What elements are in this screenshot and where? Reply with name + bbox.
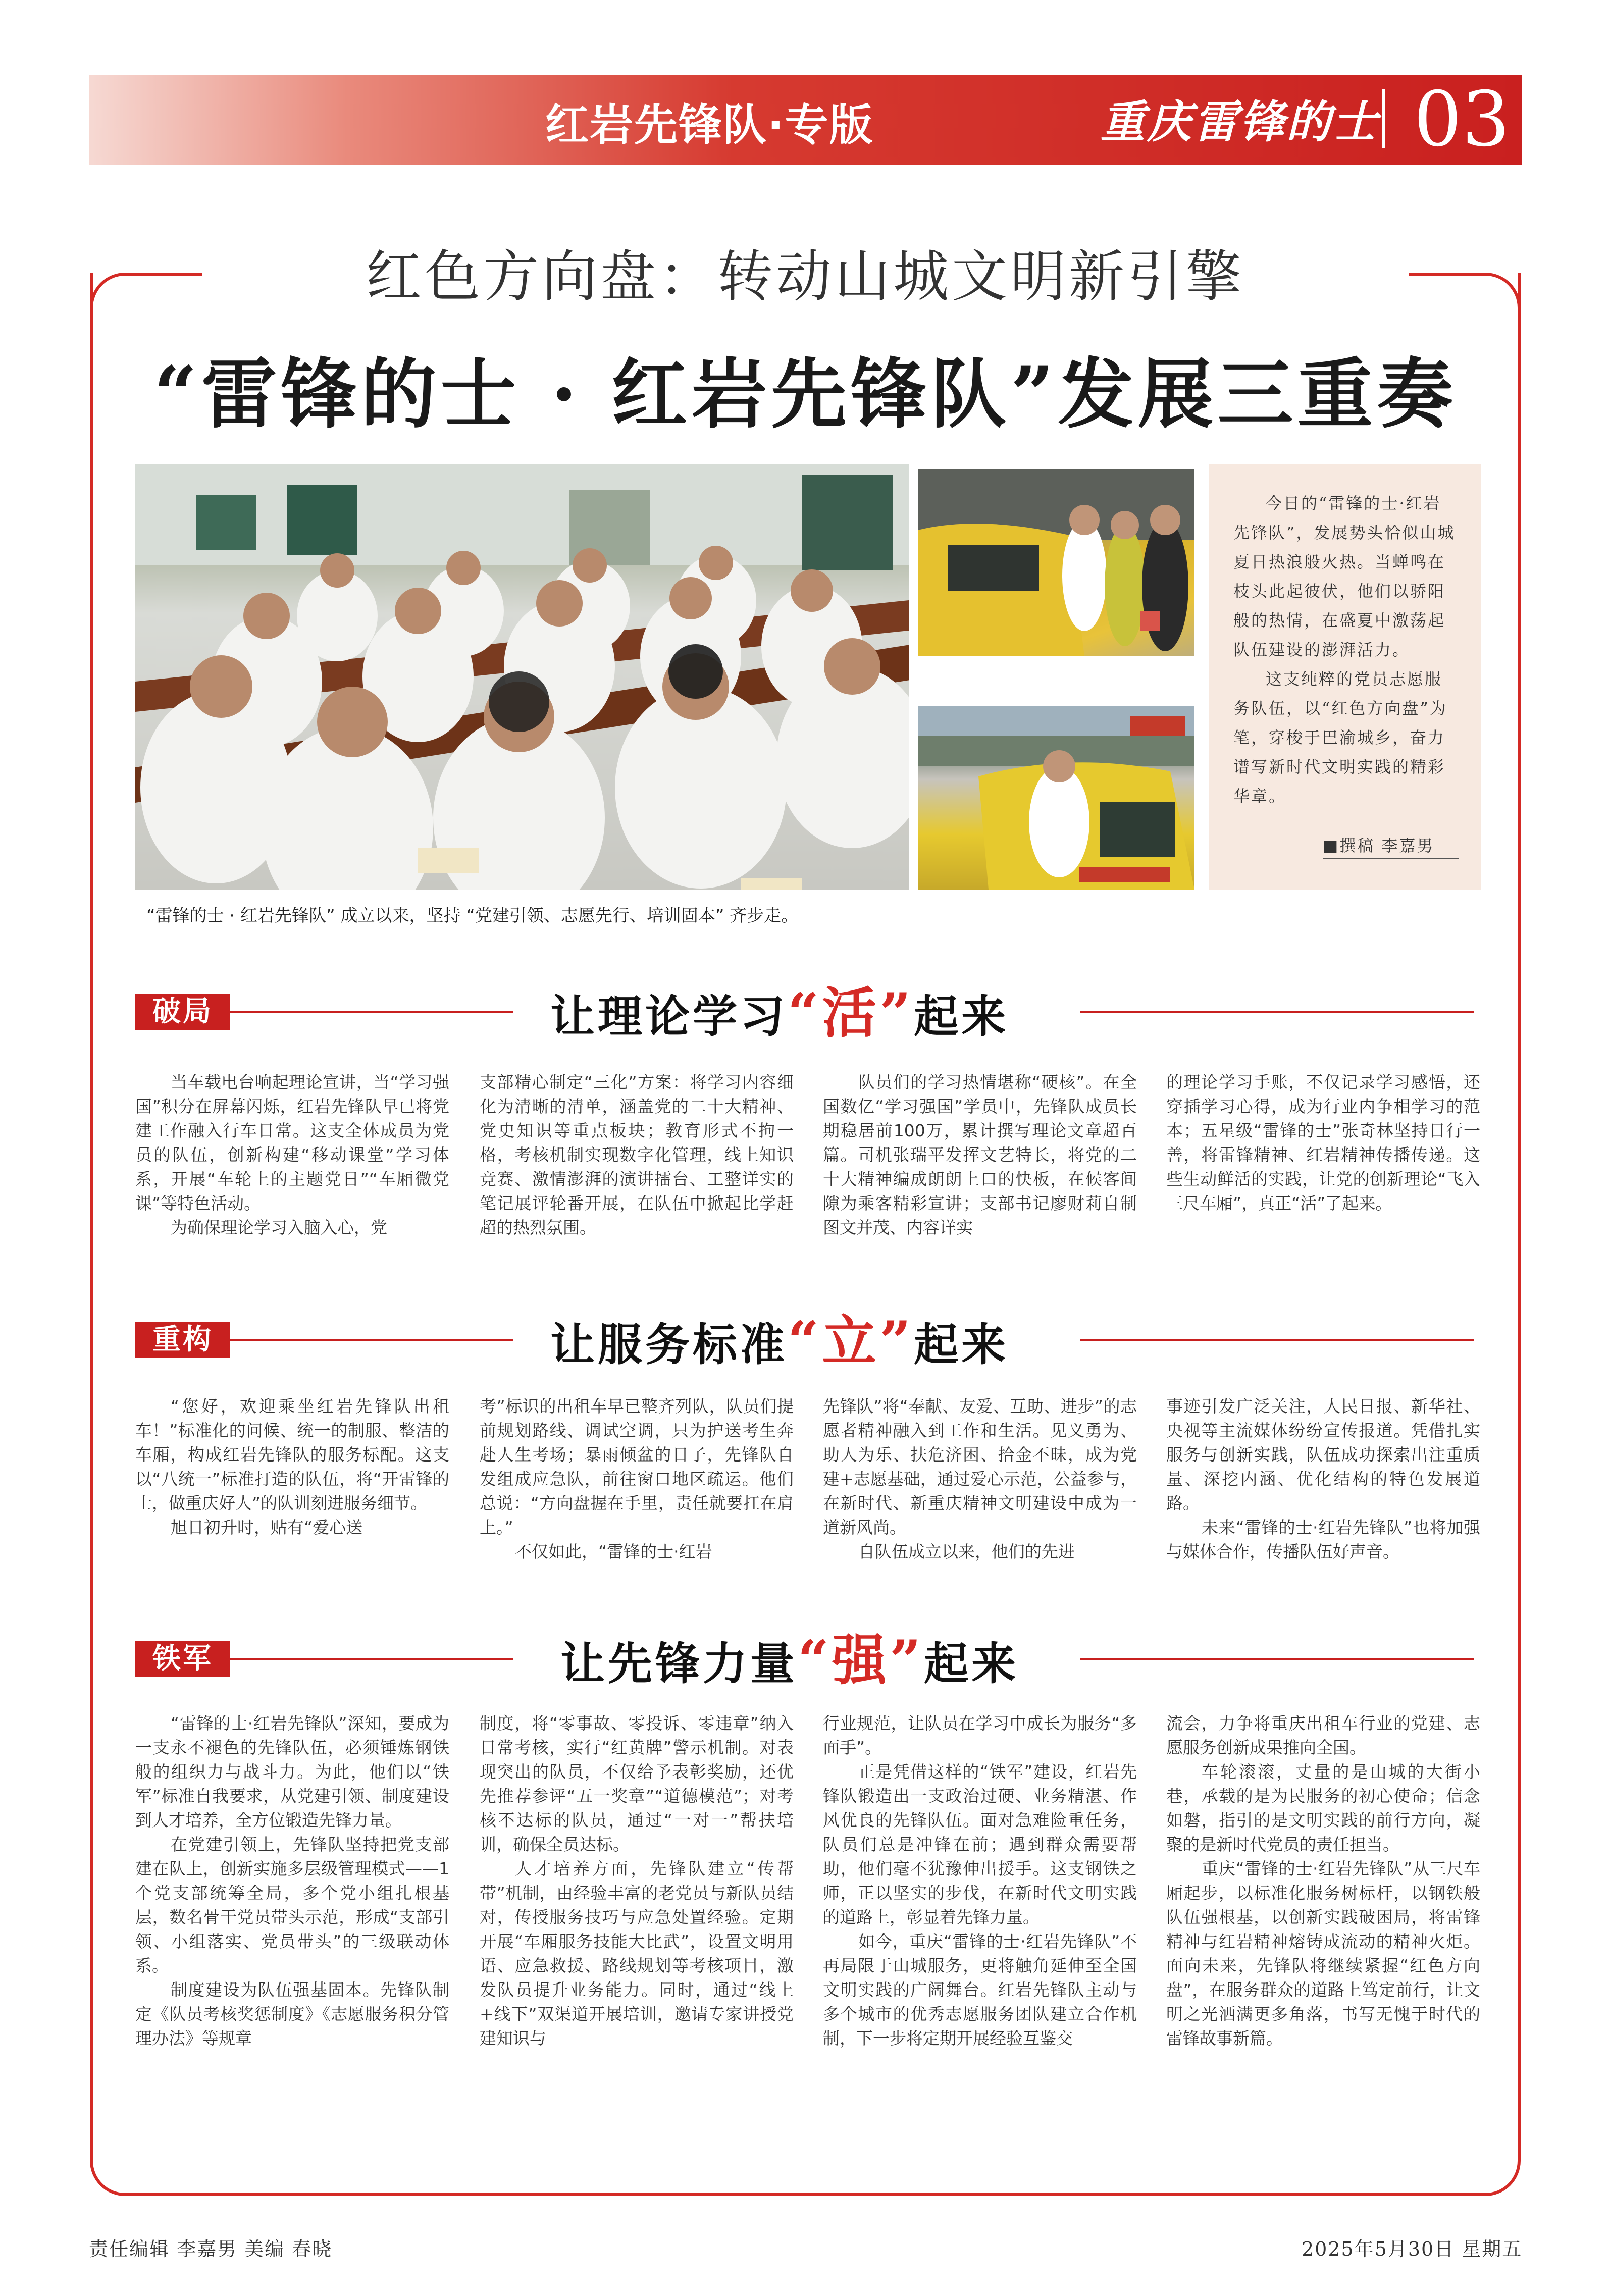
section-title-post: 起来 [914,1318,1009,1371]
section-title-post: 起来 [924,1637,1019,1690]
paragraph: 如今，重庆“雷锋的士·红岩先锋队”不再局限于山城服务，更将触角延伸至全国文明实践的广阔舞台。红岩先锋队主动与多个城市的优秀志愿服务团队建立合作机制，下一步将定期开展经验互鉴交 [823,1932,1137,2048]
paragraph: 重庆“雷锋的士·红岩先锋队”从三尺车厢起步，以标准化服务树标杆，以钢铁般队伍强根基，以创新实践破困局，将雷锋精神与红岩精神熔铸成流动的精神火炬。面向未来，先锋队将继续紧握“红色方向盘”，在服务群众的道路上笃定前行，让文明之光洒满更多角落，书写无愧于时代的雷锋故事新篇。 [1166,1859,1480,2048]
section-title-pre: 让先锋力量 [560,1637,798,1690]
paragraph: 制度，将“零事故、零投诉、零违章”纳入日常考核，实行“红黄牌”警示机制。对表现突出的队员，不仅给予表彰奖励，还优先推荐参评“五一奖章”“道德模范”；对考核不达标的队员，通过“一对一”帮扶培训，确保全员达标。 [480,1713,794,1854]
paragraph: 事迹引发广泛关注，人民日报、新华社、央视等主流媒体纷纷宣传报道。凭借扎实服务与创新实践，队伍成功探索出注重质量、深挖内涵、优化结构的特色发展道路。 [1166,1396,1480,1513]
section-title [560,1616,1019,1695]
section-rule [230,1011,513,1013]
section-title [550,969,1009,1048]
paragraph: 车轮滚滚，丈量的是山城的大街小巷，承载的是为民服务的初心使命；信念如磐，指引的是文明实践的前行方向，凝聚的是新时代党员的责任担当。 [1166,1762,1480,1854]
column [135,1394,449,1540]
meeting-photo [135,464,909,890]
section-title [550,1297,1009,1376]
paragraph: 先锋队”将“奉献、友爱、互助、进步”的志愿者精神融入到工作和生活。见义勇为、助人为乐、扶危济困、拾金不昧，成为党建+志愿基础，通过爱心示范，公益参与，在新时代、新重庆精神文明建设中成为一道新风尚。 [823,1396,1137,1537]
taxi-service-photo [918,469,1194,656]
column [1166,1394,1480,1564]
paragraph: 不仅如此，“雷锋的士·红岩 [515,1542,712,1561]
column [823,1394,1137,1564]
photo-caption: “雷锋的士 · 红岩先锋队” 成立以来，坚持 “党建引领、志愿先行、培训固本” 齐步走。 [146,906,799,926]
section-tag: 铁军 [135,1641,230,1677]
footer-date: 2025年5月30日 星期五 [1302,2238,1523,2260]
taxi-volunteer-photo [918,706,1194,890]
section-rule [1080,1011,1474,1013]
intro-box [1209,464,1481,890]
paragraph: 制度建设为队伍强基固本。先锋队制定《队员考核奖惩制度》《志愿服务积分管理办法》等规章 [135,1980,449,2048]
paragraph: 考”标识的出租车早已整齐列队，队员们提前规划路线、调试空调，只为护送考生奔赴人生考场；暴雨倾盆的日子，先锋队自发组成应急队，前往窗口地区疏运。他们总说：“方向盘握在手里，责任就要扛在肩上。” [480,1396,794,1537]
column [823,1711,1137,2051]
article-kicker: 红色方向盘：转动山城文明新引擎 [202,241,1409,312]
column [480,1394,794,1564]
section-rule [230,1658,513,1660]
column [1166,1070,1480,1216]
section-title-post: 起来 [914,990,1009,1042]
column [823,1070,1137,1240]
footer-editors: 责任编辑 李嘉男 美编 春晓 [89,2238,333,2260]
intro-paragraph: 今日的“雷锋的士·红岩先锋队”，发展势头恰似山城夏日热浪般火热。当蝉鸣在枝头此起彼伏，他们以骄阳般的热情，在盛夏中激荡起队伍建设的澎湃活力。 [1233,494,1456,659]
paragraph: 队员们的学习热情堪称“硬核”。在全国数亿“学习强国”学员中，先锋队成员长期稳居前100万，累计撰写理论文章超百篇。司机张瑞平发挥文艺特长，将党的二十大精神编成朗朗上口的快板，在候客间隙为乘客精彩宣讲；支部书记廖财莉自制图文并茂、内容详实 [823,1072,1137,1237]
paragraph: 当车载电台响起理论宣讲，当“学习强国”积分在屏幕闪烁，红岩先锋队早已将党建工作融入行车日常。这支全体成员为党员的队伍，创新构建“移动课堂”学习体系，开展“车轮上的主题党日”“车厢微党课”等特色活动。 [135,1072,449,1213]
section-name: 红岩先锋队·专版 [545,100,874,150]
brand-logo: 重庆雷锋的士 [1101,95,1380,148]
page-number: 03 [1414,76,1510,164]
section-rule [230,1339,513,1341]
paragraph: 为确保理论学习入脑入心，党 [171,1218,387,1237]
paragraph: 的理论学习手账，不仅记录学习感悟，还穿插学习心得，成为行业内争相学习的范本；五星级“雷锋的士”张奇林坚持日行一善，将雷锋精神、红岩精神传播传递。这些生动鲜活的实践，让党的创新理论“飞入三尺车厢”，真正“活”了起来。 [1166,1072,1480,1213]
paragraph: “您好，欢迎乘坐红岩先锋队出租车！”标准化的问候、统一的制服、整洁的车厢，构成红岩先锋队的服务标配。这支以“八统一”标准打造的队伍，将“开雷锋的士，做重庆好人”的队训刻进服务细节。 [135,1396,449,1513]
paragraph: 自队伍成立以来，他们的先进 [858,1542,1075,1561]
section-title-highlight: “立” [788,1310,914,1373]
paragraph: 流会，力争将重庆出租车行业的党建、志愿服务创新成果推向全国。 [1166,1713,1480,1757]
byline-underline [1323,858,1459,859]
paragraph: 人才培养方面，先锋队建立“传帮带”机制，由经验丰富的老党员与新队员结对，传授服务技巧与应急处置经验。定期开展“车厢服务技能大比武”，设置文明用语、应急救援、路线规划等考核项目，激发队员提升业务能力。同时，通过“线上+线下”双渠道开展培训，邀请专家讲授党建知识与 [480,1859,794,2048]
intro-paragraph: 这支纯粹的党员志愿服务队伍，以“红色方向盘”为笔，穿梭于巴渝城乡，奋力谱写新时代文明实践的精彩华章。 [1233,669,1447,806]
byline: ■撰稿 李嘉男 [1323,836,1435,855]
section-tag: 重构 [135,1322,230,1358]
section-title-pre: 让理论学习 [550,990,788,1042]
paragraph: “雷锋的士·红岩先锋队”深知，要成为一支永不褪色的先锋队伍，必须锤炼钢铁般的组织力与战斗力。为此，他们以“铁军”标准自我要求，从党建引领、制度建设到人才培养，全方位锻造先锋力量。 [135,1713,449,1830]
section-tag: 破局 [135,994,230,1030]
frame-corner-right [1405,273,1521,323]
frame-corner-left [90,273,206,323]
section-title-highlight: “强” [798,1629,924,1692]
paragraph: 正是凭借这样的“铁军”建设，红岩先锋队锻造出一支政治过硬、业务精湛、作风优良的先锋队伍。面对急难险重任务，队员们总是冲锋在前；遇到群众需要帮助，他们毫不犹豫伸出援手。这支钢铁之师，正以坚实的步伐，在新时代文明实践的道路上，彰显着先锋力量。 [823,1762,1137,1927]
column [1166,1711,1480,2051]
paragraph: 支部精心制定“三化”方案：将学习内容细化为清晰的清单，涵盖党的二十大精神、党史知识等重点板块；教育形式不拘一格，考核机制实现数字化管理，线上知识竞赛、激情澎湃的演讲擂台、工整详实的笔记展评轮番开展，在队伍中掀起比学赶超的热烈氛围。 [480,1072,794,1237]
column [480,1070,794,1240]
paragraph: 在党建引领上，先锋队坚持把党支部建在队上，创新实施多层级管理模式——1个党支部统筹全局，多个党小组扎根基层，数名骨干党员带头示范，形成“支部引领、小组落实、党员带头”的三级联动体系。 [135,1835,449,1975]
section-title-pre: 让服务标准 [550,1318,788,1371]
column [135,1711,449,2051]
section-rule [1080,1658,1474,1660]
paragraph: 旭日初升时，贴有“爱心送 [171,1518,363,1537]
paragraph: 行业规范，让队员在学习中成长为服务“多面手”。 [823,1713,1137,1757]
section-title-highlight: “活” [788,981,914,1045]
column [135,1070,449,1240]
section-rule [1080,1339,1474,1341]
article-headline: “雷锋的士 · 红岩先锋队”发展三重奏 [153,350,1457,439]
header-divider [1382,89,1385,148]
column [480,1711,794,2051]
paragraph: 未来“雷锋的士·红岩先锋队”也将加强与媒体合作，传播队伍好声音。 [1166,1518,1480,1561]
